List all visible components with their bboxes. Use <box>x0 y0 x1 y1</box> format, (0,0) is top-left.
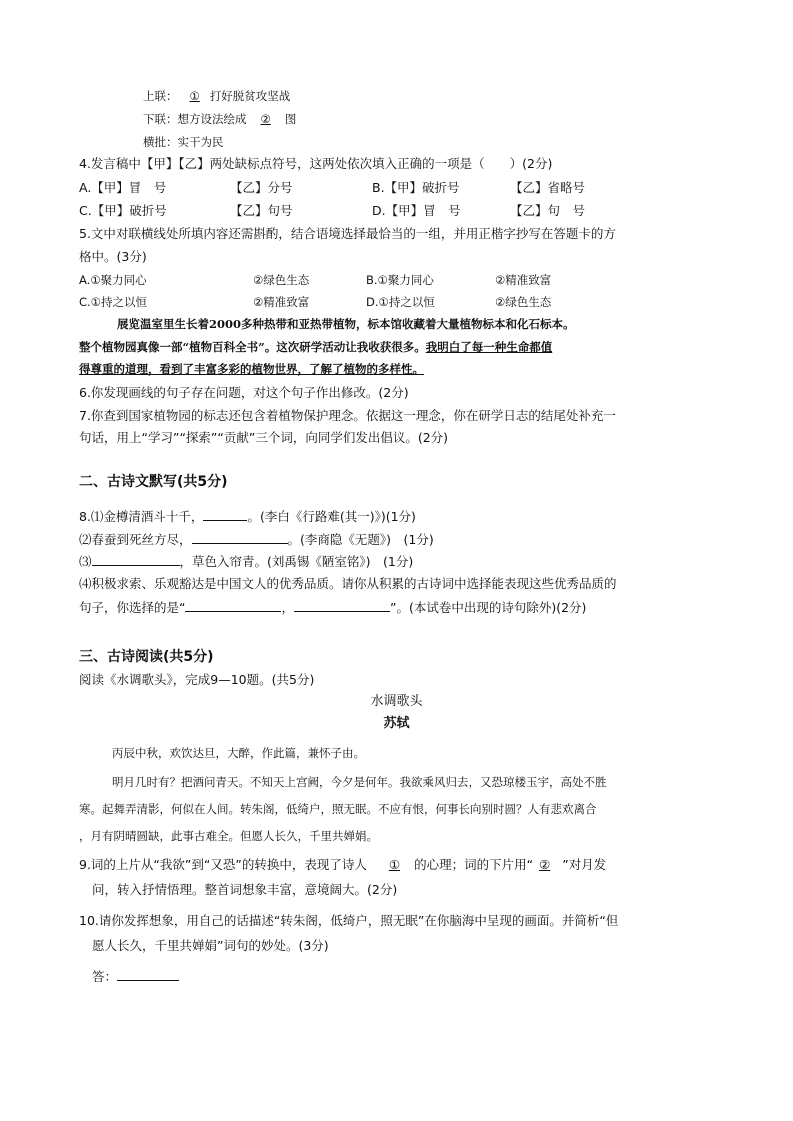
q8-1-blank[interactable] <box>203 508 247 521</box>
q8-4-note: ”。(本试卷中出现的诗句除外)(2分) <box>390 600 587 615</box>
q9-text-c: ”对月发 <box>562 857 607 872</box>
q8-2-text: ⑵春蚕到死丝方尽， <box>79 532 192 547</box>
poem-line-2: 寒。起舞弄清影，何似在人间。转朱阁，低绮户，照无眠。不应有恨，何事长向别时圆？人有悲欢离合 <box>79 802 597 816</box>
q4-option-a2: 【乙】分号 <box>230 180 293 195</box>
passage-line-1: 展览温室里生长着2000多种热带和亚热带植物，标本馆收藏着大量植物标本和化石标本。 <box>117 317 575 331</box>
q6-stem: 6.你发现画线的句子存在问题，对这个句子作出修改。(2分) <box>79 385 409 400</box>
section3-intro: 阅读《水调歌头》，完成9—10题。(共5分) <box>79 672 315 687</box>
q5-option-b: B.①聚力同心 <box>366 273 434 287</box>
q5-option-b2: ②精准致富 <box>495 273 552 287</box>
passage-underlined-start: 我明白了每一种生命都值 <box>425 340 553 354</box>
q5-option-a2: ②绿色生态 <box>253 273 310 287</box>
q8-3 <box>79 553 413 570</box>
section2-title: 二、古诗文默写(共5分) <box>79 474 228 490</box>
q5-stem-line2: 格中。(3分) <box>79 249 147 264</box>
q4-option-b2: 【乙】省略号 <box>510 180 586 195</box>
q8-1 <box>79 508 416 525</box>
couplet-upper-label: 上联： <box>143 89 178 103</box>
couplet-blank-2: ② <box>260 112 271 126</box>
q4-stem: 4.发言稿中【甲】【乙】两处缺标点符号，这两处依次填入正确的一项是（ ）(2分) <box>79 156 553 171</box>
poem-author: 苏轼 <box>383 716 410 731</box>
poem-line-1: 明月几时有？把酒问青天。不知天上宫阙，今夕是何年。我欲乘风归去，又恐琼楼玉宇，高处不胜 <box>112 775 607 789</box>
couplet-lower <box>143 111 296 127</box>
q8-3-text: ⑶ <box>79 554 92 569</box>
q5-option-c2: ②精准致富 <box>253 295 310 309</box>
q9-blank-1: ① <box>388 857 401 872</box>
q10-answer <box>92 968 179 985</box>
q8-1-source: 。(李白《行路难(其一)》)(1分) <box>247 509 416 524</box>
q8-4-blank-2[interactable] <box>294 599 390 612</box>
q4-option-c2: 【乙】句号 <box>230 203 293 218</box>
couplet-upper <box>143 88 290 104</box>
couplet-horizontal: 横批：实干为民 <box>143 135 224 149</box>
q8-2 <box>79 531 434 548</box>
q10-line1: 10.请你发挥想象，用自己的话描述“转朱阁，低绮户，照无眠”在你脑海中呈现的画面。并简析“但 <box>79 913 619 928</box>
q8-2-blank[interactable] <box>192 531 288 544</box>
q8-4-line2 <box>79 599 586 616</box>
q8-4-prompt: 句子，你选择的是“ <box>79 600 186 615</box>
q8-2-source: 。(李商隐《无题》) (1分) <box>287 532 434 547</box>
q4-option-d2: 【乙】句 号 <box>510 203 586 218</box>
q8-4-separator: ， <box>281 600 294 615</box>
q7-line1: 7.你查到国家植物园的标志还包含着植物保护理念。依据这一理念，你在研学日志的结尾处补充一 <box>79 408 616 423</box>
q4-option-d: D.【甲】冒 号 <box>372 203 461 218</box>
answer-blank[interactable] <box>117 968 179 981</box>
q8-4-blank-1[interactable] <box>185 599 281 612</box>
q8-1-text: 8.⑴金樽清酒斗十千， <box>79 509 204 524</box>
q9-blank-2: ② <box>539 857 551 872</box>
q8-3-blank[interactable] <box>92 553 180 566</box>
q4-option-c: C.【甲】破折号 <box>79 203 167 218</box>
answer-label: 答： <box>92 969 118 984</box>
couplet-lower-label: 下联：想方设法绘成 <box>143 112 247 126</box>
q5-option-d2: ②绿色生态 <box>495 295 552 309</box>
poem-title: 水调歌头 <box>370 694 423 709</box>
passage-line-2 <box>79 339 552 355</box>
q10-line2: 愿人长久，千里共婵娟”词句的妙处。(3分) <box>92 938 329 953</box>
q5-stem-line1: 5.文中对联横线处所填内容还需斟酌，结合语境选择最恰当的一组，并用正楷字抄写在答题卡的方 <box>79 226 616 241</box>
q9-line2: 问，转入抒情悟理。整首词想象丰富，意境阔大。(2分) <box>92 882 398 897</box>
poem-line-3: ，月有阴晴圆缺，此事古难全。但愿人长久，千里共婵娟。 <box>79 829 378 843</box>
couplet-lower-text: 图 <box>284 112 297 126</box>
section3-title: 三、古诗阅读(共5分) <box>79 649 214 665</box>
q5-option-c: C.①持之以恒 <box>79 295 147 309</box>
q8-4-line1: ⑷积极求索、乐观豁达是中国文人的优秀品质。请你从积累的古诗词中选择能表现这些优秀品质的 <box>79 576 617 591</box>
q7-line2: 句话，用上“学习”“探索”“贡献”三个词，向同学们发出倡议。(2分) <box>79 430 449 445</box>
passage-underlined-line: 得尊重的道理，看到了丰富多彩的植物世界，了解了植物的多样性。 <box>79 362 424 376</box>
passage-line-2-plain: 整个植物园真像一部“植物百科全书”。这次研学活动让我收获很多。 <box>79 340 426 354</box>
q8-3-source: ，草色入帘青。(刘禹锡《陋室铭》) (1分) <box>179 554 414 569</box>
q5-option-a: A.①聚力同心 <box>79 273 147 287</box>
q9-line1 <box>79 857 606 873</box>
q9-text-a: 9.词的上片从“我欲”到“又恐”的转换中，表现了诗人 <box>79 857 367 872</box>
q4-option-b: B.【甲】破折号 <box>372 180 460 195</box>
q9-text-b: 的心理；词的下片用“ <box>414 857 534 872</box>
q5-option-d: D.①持之以恒 <box>366 295 435 309</box>
poem-preface: 丙辰中秋，欢饮达旦，大醉，作此篇，兼怀子由。 <box>112 746 365 760</box>
couplet-blank-1: ① <box>189 89 200 103</box>
q4-option-a: A.【甲】冒 号 <box>79 180 167 195</box>
couplet-upper-text: 打好脱贫攻坚战 <box>209 89 291 103</box>
